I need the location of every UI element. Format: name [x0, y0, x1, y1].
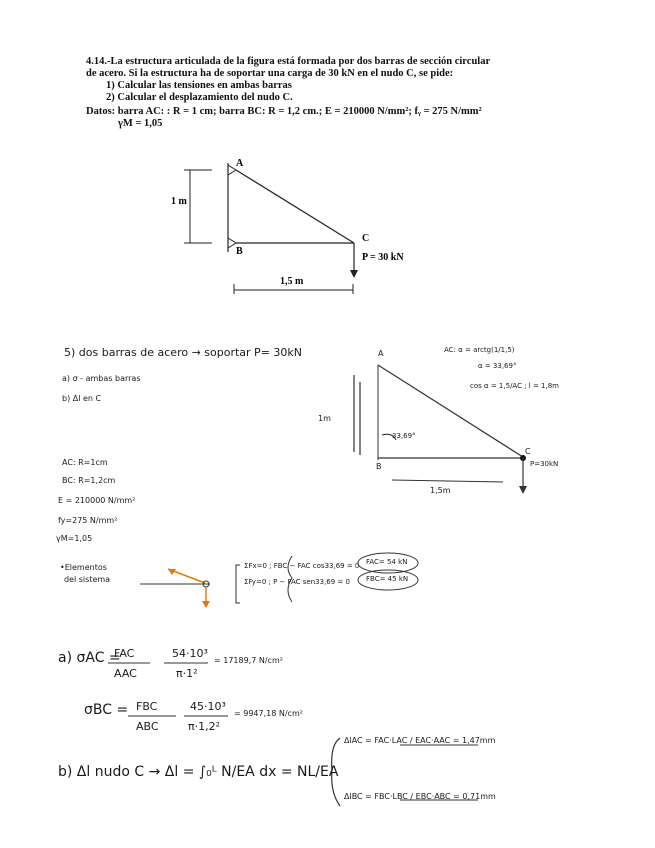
problem-title-line2: de acero. Si la estructura ha de soportar una carga de 30 kN en el nudo C, se pide: — [86, 68, 454, 79]
sigma-bc-num2: 45·10³ — [190, 700, 226, 713]
note-intro: 5) dos barras de acero → soportar P= 30kN — [64, 346, 303, 359]
sigma-ac-num2: 54·10³ — [172, 647, 208, 660]
problem-title-line1: 4.14.-La estructura articulada de la figura está formada por dos barras de sección circular — [86, 56, 491, 67]
problem-item-2: 2) Calcular el desplazamiento del nudo C. — [106, 92, 293, 103]
note-ac-radius: AC: R=1cm — [62, 458, 108, 467]
label-c: C — [362, 233, 370, 244]
sigma-ac-num: FAC — [114, 647, 135, 660]
sigma-bc-den: ABC — [136, 720, 159, 733]
note-item-a: a) σ - ambas barras — [62, 374, 141, 383]
support-a — [228, 165, 236, 175]
note-gm: γM=1,05 — [56, 534, 93, 543]
label-width: 1,5 m — [280, 276, 304, 287]
note-eq1: ΣFx=0 ; FBC − FAC cos33,69 = 0 — [244, 562, 360, 570]
note-e: E = 210000 N/mm² — [58, 496, 136, 505]
label-b: B — [236, 246, 243, 257]
sigma-bc-result: = 9947,18 N/cm² — [234, 709, 303, 718]
note-item-b: b) Δl en C — [62, 394, 102, 403]
sigma-ac-den2: π·1² — [176, 667, 198, 680]
sketch-label-b: B — [376, 462, 382, 471]
note-eq2: ΣFy=0 ; P − FAC sen33,69 = 0 — [244, 578, 350, 586]
label-height: 1 m — [171, 196, 187, 207]
problem-gamma: γM = 1,05 — [118, 118, 163, 129]
problem-datos: Datos: barra AC: : R = 1 cm; barra BC: R = 1,2 cm.; E = 210000 N/mm²; fᵧ = 275 N/mm² — [86, 106, 482, 117]
note-fy: fy=275 N/mm² — [58, 516, 118, 525]
sigma-bc-label: σBC = — [84, 702, 129, 718]
sketch-width-line — [392, 480, 503, 482]
displacement-ac: ΔlAC = FAC·LAC / EAC·AAC = 1,47mm — [344, 736, 496, 745]
label-load: P = 30 kN — [362, 252, 404, 263]
geom-line-2: α = 33,69° — [478, 362, 517, 370]
result-fbc: FBC= 45 kN — [366, 575, 409, 583]
problem-item-1: 1) Calcular las tensiones en ambas barras — [106, 80, 292, 91]
sketch-label-angle: 33,69° — [392, 432, 416, 440]
geom-line-3: cos α = 1,5/AC ; l = 1,8m — [470, 382, 559, 390]
sketch-label-1m: 1m — [318, 414, 331, 423]
bar-ac — [236, 170, 354, 243]
sketch-label-15m: 1,5m — [430, 486, 451, 495]
result-fac: FAC= 54 kN — [366, 558, 408, 566]
sigma-bc-den2: π·1,2² — [188, 720, 221, 733]
sigma-bc-symbol: σBC — [84, 702, 113, 718]
support-b — [228, 238, 236, 248]
sketch-label-c: C — [525, 447, 531, 456]
sigma-ac-den: AAC — [114, 667, 137, 680]
note-elements-2: del sistema — [64, 575, 111, 584]
displacement-formula: b) Δl nudo C → Δl = ∫₀ᴸ N/EA dx = NL/EA — [58, 764, 339, 780]
note-elements-1: •Elementos — [60, 563, 107, 572]
sketch-label-a: A — [378, 349, 384, 358]
geom-line-1: AC: α = arctg(1/1,5) — [444, 346, 515, 354]
label-a: A — [236, 158, 244, 169]
sigma-ac-result: = 17189,7 N/cm² — [214, 656, 283, 665]
note-bc-radius: BC: R=1,2cm — [62, 476, 116, 485]
sigma-bc-num: FBC — [136, 700, 158, 713]
sketch-label-load: P=30kN — [530, 460, 559, 468]
displacement-bc: ΔlBC = FBC·LBC / EBC·ABC = 0,71mm — [344, 792, 496, 801]
sketch-bar-ac — [378, 365, 523, 457]
sigma-ac-symbol: σAC — [76, 650, 105, 666]
sigma-ac-label: a) σAC = — [58, 650, 121, 666]
